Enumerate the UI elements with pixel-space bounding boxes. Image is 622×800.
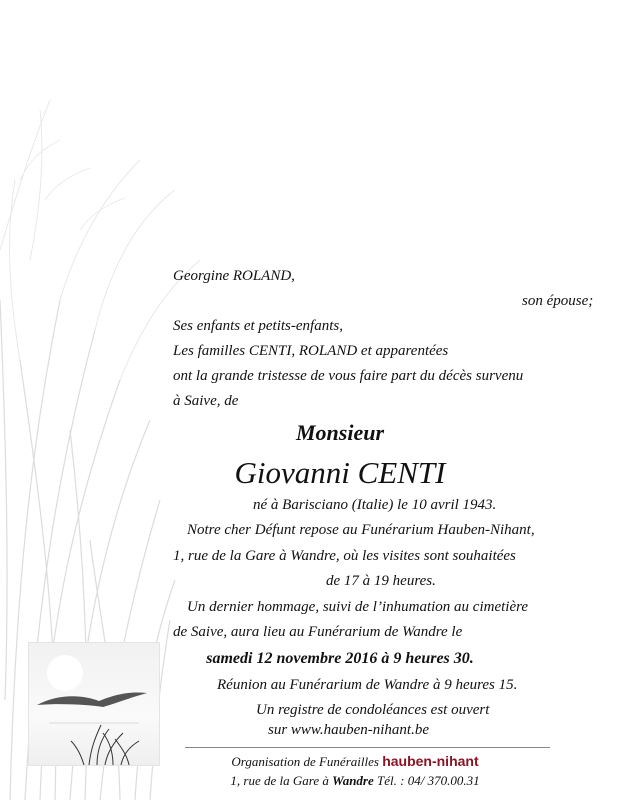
announcement-line: ont la grande tristesse de vous faire part du décès survenu — [173, 368, 524, 384]
meeting-line: Réunion au Funérarium de Wandre à 9 heures 15. — [217, 677, 518, 693]
spouse-role: son épouse; — [522, 293, 594, 309]
birth-line: né à Barisciano (Italie) le 10 avril 1943. — [253, 497, 497, 513]
repose-line: Notre cher Défunt repose au Funérarium Hauben-Nihant, — [187, 522, 535, 538]
organisation-label: Organisation de Funérailles — [231, 754, 379, 769]
bird-over-water-icon — [28, 642, 160, 766]
brand-logo: hauben-nihant — [382, 753, 479, 769]
children-line: Ses enfants et petits-enfants, — [173, 318, 343, 334]
address-town: Wandre — [332, 773, 374, 788]
ceremony-date: samedi 12 novembre 2016 à 9 heures 30. — [206, 650, 474, 667]
footer-address — [150, 773, 560, 789]
registry-line: Un registre de condoléances est ouvert — [256, 702, 490, 718]
footer-organisation — [150, 753, 560, 770]
place-line: à Saive, de — [173, 393, 239, 409]
footer-divider — [185, 747, 550, 748]
visit-hours-line: de 17 à 19 heures. — [326, 573, 436, 589]
deceased-name: Giovanni CENTI — [234, 455, 446, 490]
deceased-title: Monsieur — [295, 420, 385, 445]
ceremony-line: de Saive, aura lieu au Funérarium de Wandre le — [173, 624, 463, 640]
phone-number: Tél. : 04/ 370.00.31 — [377, 773, 480, 788]
tribute-line: Un dernier hommage, suivi de l’inhumation au cimetière — [187, 599, 529, 615]
address-line: 1, rue de la Gare à Wandre, où les visites sont souhaitées — [173, 548, 516, 564]
registry-url[interactable]: sur www.hauben-nihant.be — [268, 722, 429, 738]
families-line: Les familles CENTI, ROLAND et apparentées — [173, 343, 449, 359]
spouse-name: Georgine ROLAND, — [173, 268, 295, 284]
address-prefix: 1, rue de la Gare à — [230, 773, 329, 788]
